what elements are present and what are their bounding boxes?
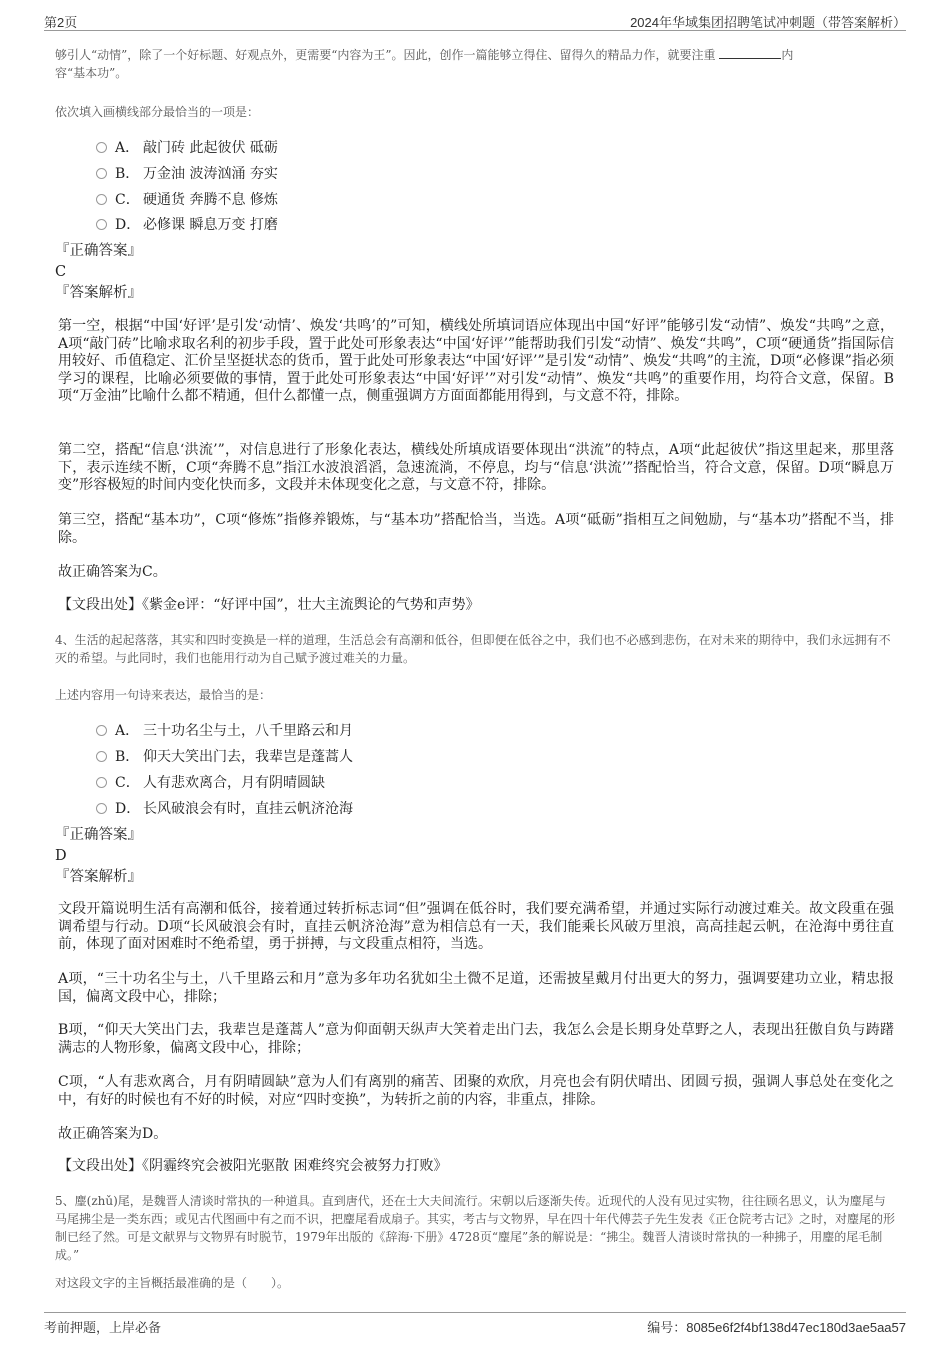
q4-analysis-p1: 文段开篇说明生活有高潮和低谷，接着通过转折标志词“但”强调在低谷时，我们要充满希望，并通过实际行动渡过难关。故文段重在强调希望与行动。D项“长风破浪会有时，直挂云帆济沧海”意为相信总有一天，我们能乘长风破万里浪，高高挂起云帆，在沧海中勇往直前，体现了面对困难时不绝希望，勇于拼搏，与文段重点相符，当选。 <box>58 901 894 952</box>
footer-serial: 编号：8085e6f2f4bf138d47ec180d3ae5aa57 <box>647 1320 906 1335</box>
q4-analysis-label: 『答案解析』 <box>55 869 142 885</box>
q4-answer-label: 『正确答案』 <box>55 827 142 843</box>
q5-stem: 5、麈(zhǔ)尾，是魏晋人清谈时常执的一种道具。直到唐代，还在士大夫间流行。宋朝以后逐渐失传。近现代的人没有见过实物，往往顾名思义，认为麈尾与马尾拂尘是一类东西；或见古代图画中有之而不识，把麈尾看成扇子。其实，考古与文物界，早在四十年代傅芸子先生发表《正仓院考古记》之时，对麈尾的形制已经了然。可是文献界与文物界有时脱节，1979年出版的《辞海·下册》4728页“麈尾”条的解说是：“拂尘。魏晋人清谈时常执的一种拂子，用麈的尾毛制成。” <box>55 1194 896 1262</box>
radio-icon[interactable] <box>96 725 107 736</box>
radio-icon[interactable] <box>96 803 107 814</box>
radio-icon[interactable] <box>96 219 107 230</box>
page-header <box>44 10 906 31</box>
q4-answer: D <box>55 848 67 864</box>
q5-prompt: 对这段文字的主旨概括最准确的是（ ）。 <box>55 1276 290 1290</box>
q4-stem: 4、生活的起起落落，其实和四时变换是一样的道理，生活总会有高潮和低谷，但即便在低谷之中，我们也不必感到悲伤，在对未来的期待中，我们永远拥有不灭的希望。与此同时，我们也能用行动为自己赋予渡过难关的力量。 <box>55 633 891 665</box>
radio-icon[interactable] <box>96 142 107 153</box>
q3-answer-label: 『正确答案』 <box>55 243 142 259</box>
q3-prompt: 依次填入画横线部分最恰当的一项是： <box>55 105 260 119</box>
radio-icon[interactable] <box>96 777 107 788</box>
q3-analysis-label: 『答案解析』 <box>55 285 142 301</box>
fill-blank <box>719 47 781 59</box>
q3-option-a[interactable]: A． 敲门砖 此起彼伏 砥砺 <box>96 137 278 157</box>
q3-analysis-p3: 第三空，搭配“基本功”，C项“修炼”指修养锻炼，与“基本功”搭配恰当，当选。A项“砥砺”指相互之间勉励，与“基本功”搭配不当，排除。 <box>58 512 894 546</box>
q4-analysis-p2: A项，“三十功名尘与土，八千里路云和月”意为多年功名犹如尘土微不足道，还需披星戴月付出更大的努力，强调要建功立业，精忠报国，偏离文段中心，排除； <box>58 971 894 1005</box>
q3-option-c[interactable]: C． 硬通货 奔腾不息 修炼 <box>96 189 278 209</box>
radio-icon[interactable] <box>96 194 107 205</box>
q3-stem-line1: 够引人“动情”，除了一个好标题、好观点外，更需要“内容为王”。因此，创作一篇能够立得住、留得久的精品力作，就要注重 <box>55 48 716 62</box>
document-title: 2024年华域集团招聘笔试冲刺题（带答案解析） <box>630 15 906 30</box>
q4-source: 【文段出处】《阴霾终究会被阳光驱散 困难终究会被努力打败》 <box>58 1158 448 1174</box>
q3-source: 【文段出处】《紫金e评：“好评中国”，壮大主流舆论的气势和声势》 <box>58 597 480 613</box>
q4-analysis-p3: B项，“仰天大笑出门去，我辈岂是蓬蒿人”意为仰面朝天纵声大笑着走出门去，我怎么会是长期身处草野之人，表现出狂傲自负与踌躇满志的人物形象，偏离文段中心，排除； <box>58 1022 894 1056</box>
radio-icon[interactable] <box>96 751 107 762</box>
q3-answer: C <box>55 264 67 280</box>
q4-option-a[interactable]: A． 三十功名尘与土，八千里路云和月 <box>96 720 353 740</box>
q3-stem-line1-tail: 内 <box>781 48 794 62</box>
q3-option-b[interactable]: B． 万金油 波涛汹涌 夯实 <box>96 163 278 183</box>
radio-icon[interactable] <box>96 168 107 179</box>
page-number: 第2页 <box>44 15 78 30</box>
q4-option-b[interactable]: B． 仰天大笑出门去，我辈岂是蓬蒿人 <box>96 746 353 766</box>
q3-stem-line2: 容“基本功”。 <box>55 66 128 80</box>
q4-option-c[interactable]: C． 人有悲欢离合，月有阴晴圆缺 <box>96 772 325 792</box>
q4-option-d[interactable]: D． 长风破浪会有时，直挂云帆济沧海 <box>96 798 353 818</box>
q4-analysis-p4: C项，“人有悲欢离合，月有阴晴圆缺”意为人们有离别的痛苦、团聚的欢欣，月亮也会有阴伏晴出、团圆亏损，强调人事总处在变化之中，有好的时候也有不好的时候，对应“四时变换”，为转折之前的内容，非重点，排除。 <box>58 1074 894 1108</box>
q4-analysis-p5: 故正确答案为D。 <box>58 1126 168 1142</box>
q4-prompt: 上述内容用一句诗来表达，最恰当的是： <box>55 688 272 702</box>
q3-option-d[interactable]: D． 必修课 瞬息万变 打磨 <box>96 214 278 234</box>
footer-slogan: 考前押题，上岸必备 <box>44 1320 162 1335</box>
page-footer <box>44 1312 906 1335</box>
q3-analysis-p4: 故正确答案为C。 <box>58 564 167 580</box>
q3-stem <box>55 46 885 82</box>
q3-analysis-p2: 第二空，搭配“信息‘洪流’”，对信息进行了形象化表达，横线处所填成语要体现出“洪流”的特点，A项“此起彼伏”指这里起来，那里落下，表示连续不断，C项“奔腾不息”指江水波浪滔滔，急速流淌，不停息，均与“信息‘洪流’”搭配恰当，符合文意，保留。D项“瞬息万变”形容极短的时间内变化快而多，文段并未体现变化之意，与文意不符，排除。 <box>58 442 894 493</box>
q3-analysis-p1: 第一空，根据“中国‘好评’是引发‘动情’、焕发‘共鸣’的”可知，横线处所填词语应体现出中国“好评”能够引发“动情”、焕发“共鸣”之意，A项“敲门砖”比喻求取名利的初步手段，置于此处可形象表达“中国‘好评’”能帮助我们引发“动情”、焕发“共鸣”，C项“硬通货”指国际信用较好、币值稳定、汇价呈坚挺状态的货币，置于此处可形象表达“中国‘好评’”是引发“动情”、焕发“共鸣”的主流，D项“必修课”指必须学习的课程，比喻必须要做的事情，置于此处可形象表达“中国‘好评’”对引发“动情”、焕发“共鸣”的重要作用，均符合文意，保留。B项“万金油”比喻什么都不精通，但什么都懂一点，侧重强调方方面面都能用得到，与文意不符，排除。 <box>58 318 894 404</box>
